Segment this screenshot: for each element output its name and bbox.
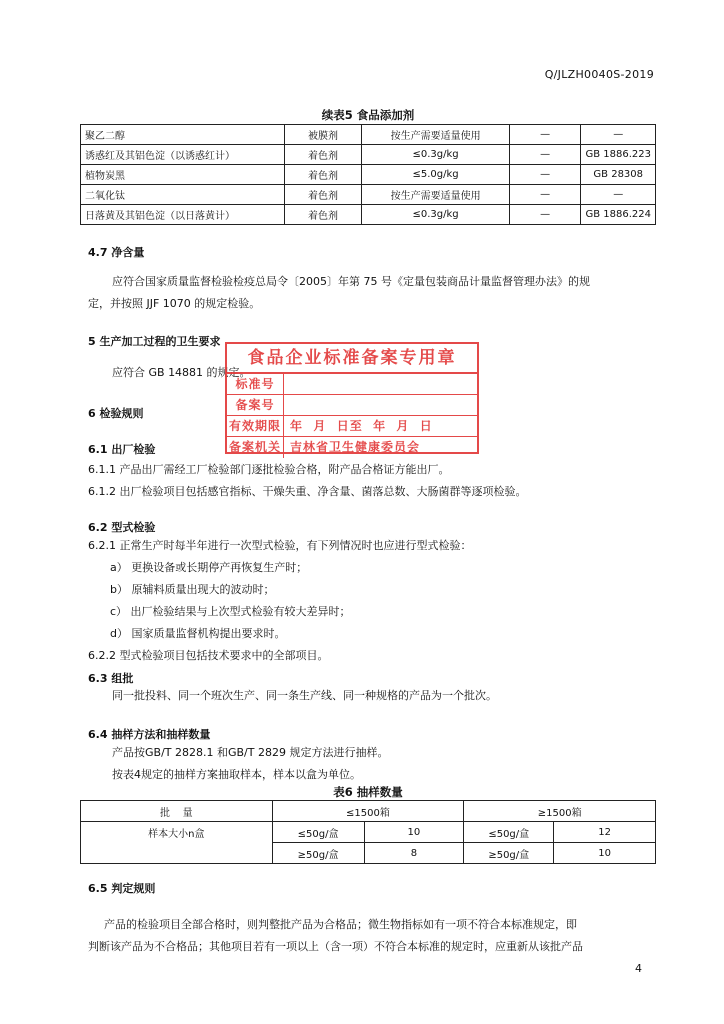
paragraph (88, 914, 583, 958)
additive-function: 着色剂 (284, 185, 362, 205)
text-line: 应符合国家质量监督检验检疫总局令〔2005〕年第 75 号《定量包装商品计量监督管理办法》的规 (112, 275, 590, 288)
additive-standard: — (581, 125, 656, 145)
stamp-label: 标准号 (227, 374, 284, 394)
table-row (81, 801, 656, 822)
paragraph: 同一批投料、同一个班次生产、同一条生产线、同一种规格的产品为一个批次。 (112, 689, 497, 702)
header-large-batch: ≥1500箱 (464, 801, 656, 822)
cell: 12 (554, 822, 656, 843)
cell: ≥50g/盒 (464, 843, 554, 864)
additive-note: — (509, 145, 581, 165)
additive-function: 被膜剂 (284, 125, 362, 145)
additive-standard: GB 28308 (581, 165, 656, 185)
stamp-value: 吉林省卫生健康委员会 (290, 440, 421, 454)
additive-note: — (509, 165, 581, 185)
section-6-2-heading: 6.2 型式检验 (88, 521, 156, 534)
table-row (81, 125, 656, 145)
additive-function: 着色剂 (284, 165, 362, 185)
cell: ≥50g/盒 (272, 843, 364, 864)
additive-name: 日落黄及其铝色淀（以日落黄计） (81, 205, 285, 225)
section-6-4-heading: 6.4 抽样方法和抽样数量 (88, 728, 211, 741)
table-row (81, 165, 656, 185)
table-row (81, 205, 656, 225)
additive-standard: — (581, 185, 656, 205)
section-6-heading: 6 检验规则 (88, 407, 144, 420)
stamp-title: 食品企业标准备案专用章 (227, 344, 477, 374)
list-item: b） 原辅料质量出现大的波动时； (110, 583, 275, 596)
text-line: 产品的检验项目全部合格时，则判整批产品为合格品；微生物指标如有一项不符合本标准规定，即 (104, 918, 577, 931)
section-6-1-heading: 6.1 出厂检验 (88, 443, 156, 456)
additive-limit: 按生产需要适量使用 (362, 125, 510, 145)
table5-caption: 续表5 食品添加剂 (321, 108, 415, 122)
stamp-row (227, 395, 477, 416)
table5-additives (80, 124, 656, 225)
additive-name: 诱惑红及其铝色淀（以诱惑红计） (81, 145, 285, 165)
text-line: 6.1.2 出厂检验项目包括感官指标、干燥失重、净含量、菌落总数、大肠菌群等逐项检验。 (88, 485, 527, 498)
text-line: 6.2.1 正常生产时每半年进行一次型式检验，有下列情况时也应进行型式检验： (88, 539, 472, 552)
table-row (81, 185, 656, 205)
additive-note: — (509, 125, 581, 145)
stamp-label: 备案机关 (227, 437, 284, 458)
paragraph (88, 271, 590, 315)
sample-size-label: 样本大小n盒 (81, 822, 273, 864)
list-item: a） 更换设备或长期停产再恢复生产时； (110, 561, 308, 574)
additive-standard: GB 1886.224 (581, 205, 656, 225)
list-item: d） 国家质量监督机构提出要求时。 (110, 627, 286, 640)
document-code: Q/JLZH0040S-2019 (544, 68, 654, 81)
list-item: c） 出厂检验结果与上次型式检验有较大差异时； (110, 605, 351, 618)
table6-caption: 表6 抽样数量 (333, 785, 403, 799)
filing-stamp (225, 342, 479, 454)
paragraph (88, 459, 526, 503)
stamp-row (227, 416, 477, 437)
text-line: 判断该产品为不合格品；其他项目若有一项以上（含一项）不符合本标准的规定时，应重新从该批产品 (88, 940, 583, 953)
page-number: 4 (635, 962, 642, 975)
cell: ≤50g/盒 (464, 822, 554, 843)
table6-sampling (80, 800, 656, 864)
text-line: 6.2.2 型式检验项目包括技术要求中的全部项目。 (88, 649, 329, 662)
stamp-row (227, 437, 477, 458)
additive-limit: ≤5.0g/kg (362, 165, 510, 185)
section-6-3-heading: 6.3 组批 (88, 672, 134, 685)
text-line: 按表4规定的抽样方案抽取样本，样本以盒为单位。 (112, 768, 361, 781)
table-row (81, 145, 656, 165)
additive-name: 二氧化钛 (81, 185, 285, 205)
paragraph (112, 742, 388, 786)
additive-limit: ≤0.3g/kg (362, 205, 510, 225)
additive-name: 植物炭黑 (81, 165, 285, 185)
additive-note: — (509, 205, 581, 225)
cell: 8 (364, 843, 464, 864)
cell: ≤50g/盒 (272, 822, 364, 843)
stamp-label: 有效期限 (227, 416, 284, 436)
table-row (81, 822, 656, 843)
additive-function: 着色剂 (284, 205, 362, 225)
section-5-heading: 5 生产加工过程的卫生要求 (88, 335, 221, 348)
text-line: 产品按GB/T 2828.1 和GB/T 2829 规定方法进行抽样。 (112, 746, 389, 759)
section-4-7-heading: 4.7 净含量 (88, 246, 145, 259)
cell: 10 (364, 822, 464, 843)
additive-standard: GB 1886.223 (581, 145, 656, 165)
text-line: 定，并按照 JJF 1070 的规定检验。 (88, 297, 261, 310)
additive-function: 着色剂 (284, 145, 362, 165)
header-batch: 批 量 (81, 801, 273, 822)
paragraph: 应符合 GB 14881 的规定。 (112, 366, 251, 379)
stamp-value: 年 月 日至 年 月 日 (290, 419, 433, 433)
additive-limit: ≤0.3g/kg (362, 145, 510, 165)
stamp-row (227, 374, 477, 395)
cell: 10 (554, 843, 656, 864)
paragraph (88, 535, 471, 667)
additive-limit: 按生产需要适量使用 (362, 185, 510, 205)
section-6-5-heading: 6.5 判定规则 (88, 882, 156, 895)
header-small-batch: ≤1500箱 (272, 801, 464, 822)
text-line: 6.1.1 产品出厂需经工厂检验部门逐批检验合格，附产品合格证方能出厂。 (88, 463, 450, 476)
stamp-label: 备案号 (227, 395, 284, 415)
additive-note: — (509, 185, 581, 205)
additive-name: 聚乙二醇 (81, 125, 285, 145)
